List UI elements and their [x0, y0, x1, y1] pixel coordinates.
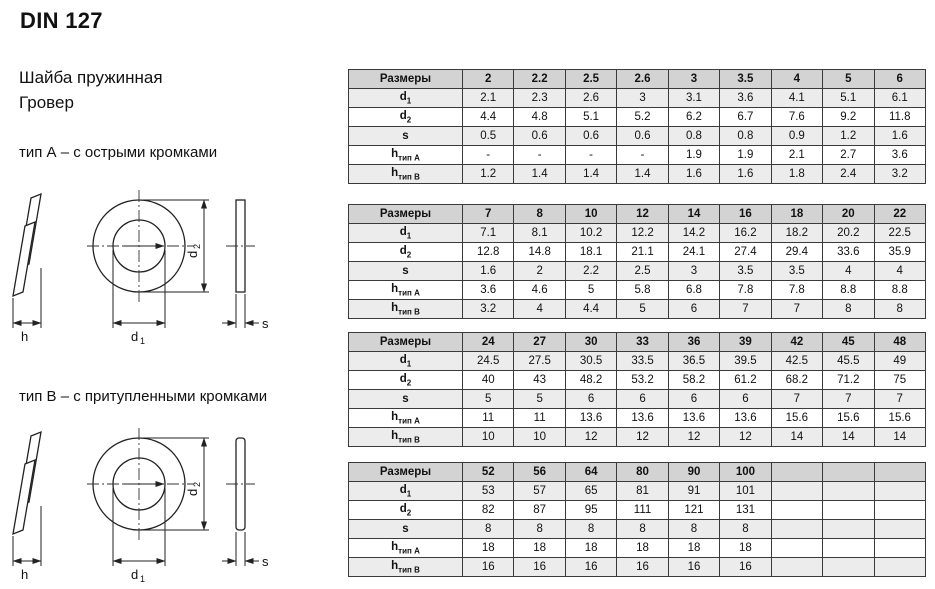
value-cell: 8	[874, 300, 926, 319]
row-label-cell: $h_{тип В}$	[349, 558, 463, 577]
table-row	[349, 146, 926, 165]
size-header-cell: 7	[463, 205, 514, 224]
value-cell	[823, 558, 874, 577]
value-cell: 2.7	[823, 146, 874, 165]
value-cell	[874, 539, 926, 558]
table-row	[349, 352, 926, 371]
value-cell: 5.8	[617, 281, 668, 300]
row-label-cell: $d_1$	[349, 352, 463, 371]
table-row	[349, 371, 926, 390]
value-cell: 2.2	[565, 262, 616, 281]
value-cell: 16	[514, 558, 565, 577]
value-cell: 15.6	[823, 409, 874, 428]
value-cell: 15.6	[771, 409, 822, 428]
size-header-cell: 100	[720, 463, 771, 482]
row-label-cell: $d_1$	[349, 482, 463, 501]
table-row	[349, 390, 926, 409]
size-header-cell: 24	[463, 333, 514, 352]
sizes-header-cell: Размеры	[349, 463, 463, 482]
value-cell: 11	[514, 409, 565, 428]
row-label-cell: $h_{тип А}$	[349, 281, 463, 300]
dim-label-d2-base: d	[185, 488, 200, 496]
value-cell: 58.2	[668, 371, 719, 390]
value-cell: 18	[668, 539, 719, 558]
value-cell: 16	[463, 558, 514, 577]
value-cell: 4.4	[565, 300, 616, 319]
value-cell: 12	[617, 428, 668, 447]
value-cell: 1.4	[617, 165, 668, 184]
row-label-cell: $h_{тип В}$	[349, 428, 463, 447]
row-label-cell: $h_{тип А}$	[349, 409, 463, 428]
row-label-cell: $h_{тип А}$	[349, 146, 463, 165]
page-subtitle	[19, 66, 163, 115]
value-cell: 7	[771, 300, 822, 319]
value-cell: 48.2	[565, 371, 616, 390]
front-view	[87, 428, 209, 584]
dimensions-table-2	[348, 204, 926, 319]
value-cell: 131	[720, 501, 771, 520]
row-label-cell: $h_{тип В}$	[349, 165, 463, 184]
value-cell: 0.6	[514, 127, 565, 146]
value-cell: 16.2	[720, 224, 771, 243]
value-cell: 8	[823, 300, 874, 319]
value-cell: 0.8	[668, 127, 719, 146]
value-cell: 3.2	[874, 165, 926, 184]
dimensions-table-1	[348, 69, 926, 184]
value-cell: 1.6	[463, 262, 514, 281]
value-cell: 21.1	[617, 243, 668, 262]
value-cell: 13.6	[565, 409, 616, 428]
value-cell	[823, 539, 874, 558]
size-header-cell: 33	[617, 333, 668, 352]
value-cell: 8	[514, 520, 565, 539]
value-cell: 35.9	[874, 243, 926, 262]
section-view	[222, 200, 269, 331]
value-cell	[771, 501, 822, 520]
size-header-cell: 2.6	[617, 70, 668, 89]
dim-label-d2-sub: 2	[192, 481, 202, 487]
value-cell: 81	[617, 482, 668, 501]
value-cell: 7.8	[771, 281, 822, 300]
row-label-cell: $d_2$	[349, 371, 463, 390]
value-cell: 1.9	[668, 146, 719, 165]
value-cell: 7	[720, 300, 771, 319]
value-cell: 11.8	[874, 108, 926, 127]
value-cell: 13.6	[720, 409, 771, 428]
value-cell: 7.8	[720, 281, 771, 300]
row-label-cell: $d_1$	[349, 89, 463, 108]
size-header-cell: 39	[720, 333, 771, 352]
value-cell: 14.2	[668, 224, 719, 243]
value-cell: 43	[514, 371, 565, 390]
table-row	[349, 428, 926, 447]
value-cell: 5.1	[823, 89, 874, 108]
size-header-cell: 2	[463, 70, 514, 89]
size-header-cell: 27	[514, 333, 565, 352]
table-row	[349, 300, 926, 319]
sizes-header-cell: Размеры	[349, 333, 463, 352]
size-header-cell: 14	[668, 205, 719, 224]
value-cell: 13.6	[668, 409, 719, 428]
value-cell: 95	[565, 501, 616, 520]
size-header-cell: 2.2	[514, 70, 565, 89]
value-cell: 27.4	[720, 243, 771, 262]
size-header-cell: 56	[514, 463, 565, 482]
front-view	[87, 190, 209, 346]
dim-label-h: h	[21, 329, 29, 344]
value-cell: 18	[463, 539, 514, 558]
value-cell: 1.8	[771, 165, 822, 184]
table-header-row	[349, 333, 926, 352]
value-cell: 75	[874, 371, 926, 390]
value-cell: 33.5	[617, 352, 668, 371]
value-cell: 11	[463, 409, 514, 428]
table-row	[349, 539, 926, 558]
value-cell: 1.4	[514, 165, 565, 184]
value-cell: 18	[720, 539, 771, 558]
value-cell: 5.1	[565, 108, 616, 127]
size-header-cell: 8	[514, 205, 565, 224]
row-label-cell: $h_{тип А}$	[349, 539, 463, 558]
row-label-cell: s	[349, 390, 463, 409]
subtitle-line-1: Шайба пружинная	[19, 68, 163, 87]
row-label-cell: $d_2$	[349, 501, 463, 520]
value-cell: 16	[617, 558, 668, 577]
value-cell: 16	[720, 558, 771, 577]
value-cell: 0.8	[720, 127, 771, 146]
value-cell: 121	[668, 501, 719, 520]
subtitle-line-2: Гровер	[19, 92, 74, 112]
value-cell: 16	[565, 558, 616, 577]
value-cell: 3.2	[463, 300, 514, 319]
value-cell: 0.5	[463, 127, 514, 146]
value-cell: 18	[617, 539, 668, 558]
value-cell	[874, 501, 926, 520]
page-title: DIN 127	[20, 8, 103, 33]
value-cell: 7	[771, 390, 822, 409]
value-cell: 7	[874, 390, 926, 409]
value-cell: 3.1	[668, 89, 719, 108]
value-cell: 10	[514, 428, 565, 447]
value-cell: 8	[668, 520, 719, 539]
value-cell: 8	[617, 520, 668, 539]
value-cell: 1.2	[463, 165, 514, 184]
size-header-cell: 42	[771, 333, 822, 352]
value-cell: 12	[720, 428, 771, 447]
size-header-cell	[874, 463, 926, 482]
size-header-cell: 2.5	[565, 70, 616, 89]
table-row	[349, 165, 926, 184]
value-cell: 3.6	[874, 146, 926, 165]
size-header-cell: 45	[823, 333, 874, 352]
value-cell: 6	[668, 390, 719, 409]
value-cell: 82	[463, 501, 514, 520]
dim-label-s: s	[262, 554, 269, 569]
value-cell: 15.6	[874, 409, 926, 428]
row-label-cell: $d_1$	[349, 224, 463, 243]
size-header-cell	[771, 463, 822, 482]
dim-label-d1-base: d	[131, 329, 139, 344]
value-cell: 6.2	[668, 108, 719, 127]
size-header-cell: 30	[565, 333, 616, 352]
value-cell: 6	[720, 390, 771, 409]
table-row	[349, 108, 926, 127]
row-label-cell: s	[349, 520, 463, 539]
value-cell: 57	[514, 482, 565, 501]
value-cell: 53.2	[617, 371, 668, 390]
value-cell: 7	[823, 390, 874, 409]
value-cell: 3.6	[720, 89, 771, 108]
value-cell: 68.2	[771, 371, 822, 390]
table-header-row	[349, 205, 926, 224]
size-header-cell: 5	[823, 70, 874, 89]
value-cell: 6	[617, 390, 668, 409]
value-cell: 3	[668, 262, 719, 281]
table-header-row	[349, 70, 926, 89]
value-cell: 7.6	[771, 108, 822, 127]
type-a-label: тип А – с острыми кромками	[19, 144, 218, 161]
size-header-cell: 16	[720, 205, 771, 224]
size-header-cell: 20	[823, 205, 874, 224]
value-cell: -	[565, 146, 616, 165]
value-cell: 2.4	[823, 165, 874, 184]
value-cell: 8.8	[874, 281, 926, 300]
value-cell: 6	[668, 300, 719, 319]
size-header-cell: 3.5	[720, 70, 771, 89]
value-cell: 111	[617, 501, 668, 520]
value-cell: 2	[514, 262, 565, 281]
value-cell	[771, 520, 822, 539]
value-cell: 2.1	[463, 89, 514, 108]
value-cell: 12.2	[617, 224, 668, 243]
value-cell: 2.1	[771, 146, 822, 165]
value-cell: 24.1	[668, 243, 719, 262]
value-cell: 5	[617, 300, 668, 319]
size-header-cell: 90	[668, 463, 719, 482]
value-cell: 6	[565, 390, 616, 409]
value-cell: 4.1	[771, 89, 822, 108]
table-row	[349, 520, 926, 539]
size-header-cell: 6	[874, 70, 926, 89]
row-label-cell: s	[349, 262, 463, 281]
size-header-cell	[823, 463, 874, 482]
value-cell: -	[463, 146, 514, 165]
size-header-cell: 36	[668, 333, 719, 352]
table-row	[349, 501, 926, 520]
dim-label-d1-sub: 1	[140, 574, 146, 584]
value-cell: 18	[514, 539, 565, 558]
row-label-cell: s	[349, 127, 463, 146]
value-cell: 24.5	[463, 352, 514, 371]
type-a-drawing	[4, 176, 294, 348]
value-cell	[771, 482, 822, 501]
value-cell: 5	[463, 390, 514, 409]
row-label-cell: $d_2$	[349, 243, 463, 262]
value-cell: 14	[874, 428, 926, 447]
table-row	[349, 262, 926, 281]
value-cell: 5	[565, 281, 616, 300]
size-header-cell: 48	[874, 333, 926, 352]
dim-label-s: s	[262, 316, 269, 331]
side-view	[13, 194, 41, 344]
side-view	[13, 432, 41, 582]
dim-label-d1-sub: 1	[140, 336, 146, 346]
value-cell: 91	[668, 482, 719, 501]
value-cell: 20.2	[823, 224, 874, 243]
value-cell: 1.6	[668, 165, 719, 184]
size-header-cell: 52	[463, 463, 514, 482]
value-cell: 14.8	[514, 243, 565, 262]
value-cell: 0.9	[771, 127, 822, 146]
value-cell: -	[514, 146, 565, 165]
value-cell: 8	[565, 520, 616, 539]
table-row	[349, 558, 926, 577]
dim-label-h: h	[21, 567, 29, 582]
value-cell: 42.5	[771, 352, 822, 371]
value-cell: 6.7	[720, 108, 771, 127]
value-cell: 6.8	[668, 281, 719, 300]
value-cell: 2.6	[565, 89, 616, 108]
size-header-cell: 3	[668, 70, 719, 89]
value-cell: 1.2	[823, 127, 874, 146]
section-view	[222, 438, 269, 569]
value-cell: 4.6	[514, 281, 565, 300]
value-cell: 8	[463, 520, 514, 539]
value-cell: 2.5	[617, 262, 668, 281]
type-b-drawing	[4, 414, 294, 586]
value-cell: 87	[514, 501, 565, 520]
value-cell: 4.4	[463, 108, 514, 127]
value-cell	[823, 501, 874, 520]
value-cell: 18.1	[565, 243, 616, 262]
table-row	[349, 409, 926, 428]
value-cell: 4	[823, 262, 874, 281]
table-row	[349, 224, 926, 243]
value-cell: 14	[823, 428, 874, 447]
dim-label-d1-base: d	[131, 567, 139, 582]
value-cell: 8	[720, 520, 771, 539]
table-row	[349, 89, 926, 108]
value-cell	[823, 520, 874, 539]
dim-label-d2-sub: 2	[192, 243, 202, 249]
sizes-header-cell: Размеры	[349, 205, 463, 224]
value-cell	[771, 539, 822, 558]
table-row	[349, 281, 926, 300]
value-cell: 5	[514, 390, 565, 409]
value-cell: 14	[771, 428, 822, 447]
value-cell: 1.6	[874, 127, 926, 146]
value-cell: 0.6	[565, 127, 616, 146]
value-cell: 36.5	[668, 352, 719, 371]
value-cell: 45.5	[823, 352, 874, 371]
value-cell: 71.2	[823, 371, 874, 390]
value-cell: 10.2	[565, 224, 616, 243]
value-cell: 22.5	[874, 224, 926, 243]
value-cell: 4	[874, 262, 926, 281]
value-cell: 12	[668, 428, 719, 447]
table-row	[349, 243, 926, 262]
value-cell	[874, 482, 926, 501]
value-cell: 33.6	[823, 243, 874, 262]
size-header-cell: 4	[771, 70, 822, 89]
value-cell: 8.1	[514, 224, 565, 243]
value-cell: 9.2	[823, 108, 874, 127]
value-cell: 16	[668, 558, 719, 577]
dim-label-d2-base: d	[185, 250, 200, 258]
table-row	[349, 482, 926, 501]
value-cell: 101	[720, 482, 771, 501]
value-cell: 5.2	[617, 108, 668, 127]
value-cell: 7.1	[463, 224, 514, 243]
value-cell: 4.8	[514, 108, 565, 127]
value-cell: 65	[565, 482, 616, 501]
row-label-cell: $d_2$	[349, 108, 463, 127]
value-cell: 1.9	[720, 146, 771, 165]
value-cell: 18.2	[771, 224, 822, 243]
value-cell: 1.4	[565, 165, 616, 184]
value-cell: 13.6	[617, 409, 668, 428]
value-cell: 4	[514, 300, 565, 319]
type-b-label: тип B – с притупленными кромками	[19, 388, 268, 405]
value-cell: -	[617, 146, 668, 165]
size-header-cell: 10	[565, 205, 616, 224]
value-cell: 3.6	[463, 281, 514, 300]
value-cell: 49	[874, 352, 926, 371]
row-label-cell: $h_{тип В}$	[349, 300, 463, 319]
size-header-cell: 80	[617, 463, 668, 482]
value-cell: 12	[565, 428, 616, 447]
sizes-header-cell: Размеры	[349, 70, 463, 89]
value-cell: 0.6	[617, 127, 668, 146]
value-cell: 2.3	[514, 89, 565, 108]
size-header-cell: 64	[565, 463, 616, 482]
size-header-cell: 18	[771, 205, 822, 224]
size-header-cell: 12	[617, 205, 668, 224]
table-row	[349, 127, 926, 146]
value-cell: 53	[463, 482, 514, 501]
value-cell: 10	[463, 428, 514, 447]
value-cell	[771, 558, 822, 577]
value-cell: 40	[463, 371, 514, 390]
value-cell: 12.8	[463, 243, 514, 262]
value-cell: 18	[565, 539, 616, 558]
value-cell: 27.5	[514, 352, 565, 371]
value-cell: 3.5	[720, 262, 771, 281]
value-cell: 8.8	[823, 281, 874, 300]
value-cell: 3.5	[771, 262, 822, 281]
value-cell: 6.1	[874, 89, 926, 108]
dimensions-table-3	[348, 332, 926, 447]
value-cell: 30.5	[565, 352, 616, 371]
value-cell: 39.5	[720, 352, 771, 371]
dimensions-table-4	[348, 462, 926, 577]
value-cell: 1.6	[720, 165, 771, 184]
value-cell: 61.2	[720, 371, 771, 390]
value-cell	[874, 558, 926, 577]
value-cell: 3	[617, 89, 668, 108]
size-header-cell: 22	[874, 205, 926, 224]
value-cell: 29.4	[771, 243, 822, 262]
value-cell	[874, 520, 926, 539]
table-header-row	[349, 463, 926, 482]
value-cell	[823, 482, 874, 501]
